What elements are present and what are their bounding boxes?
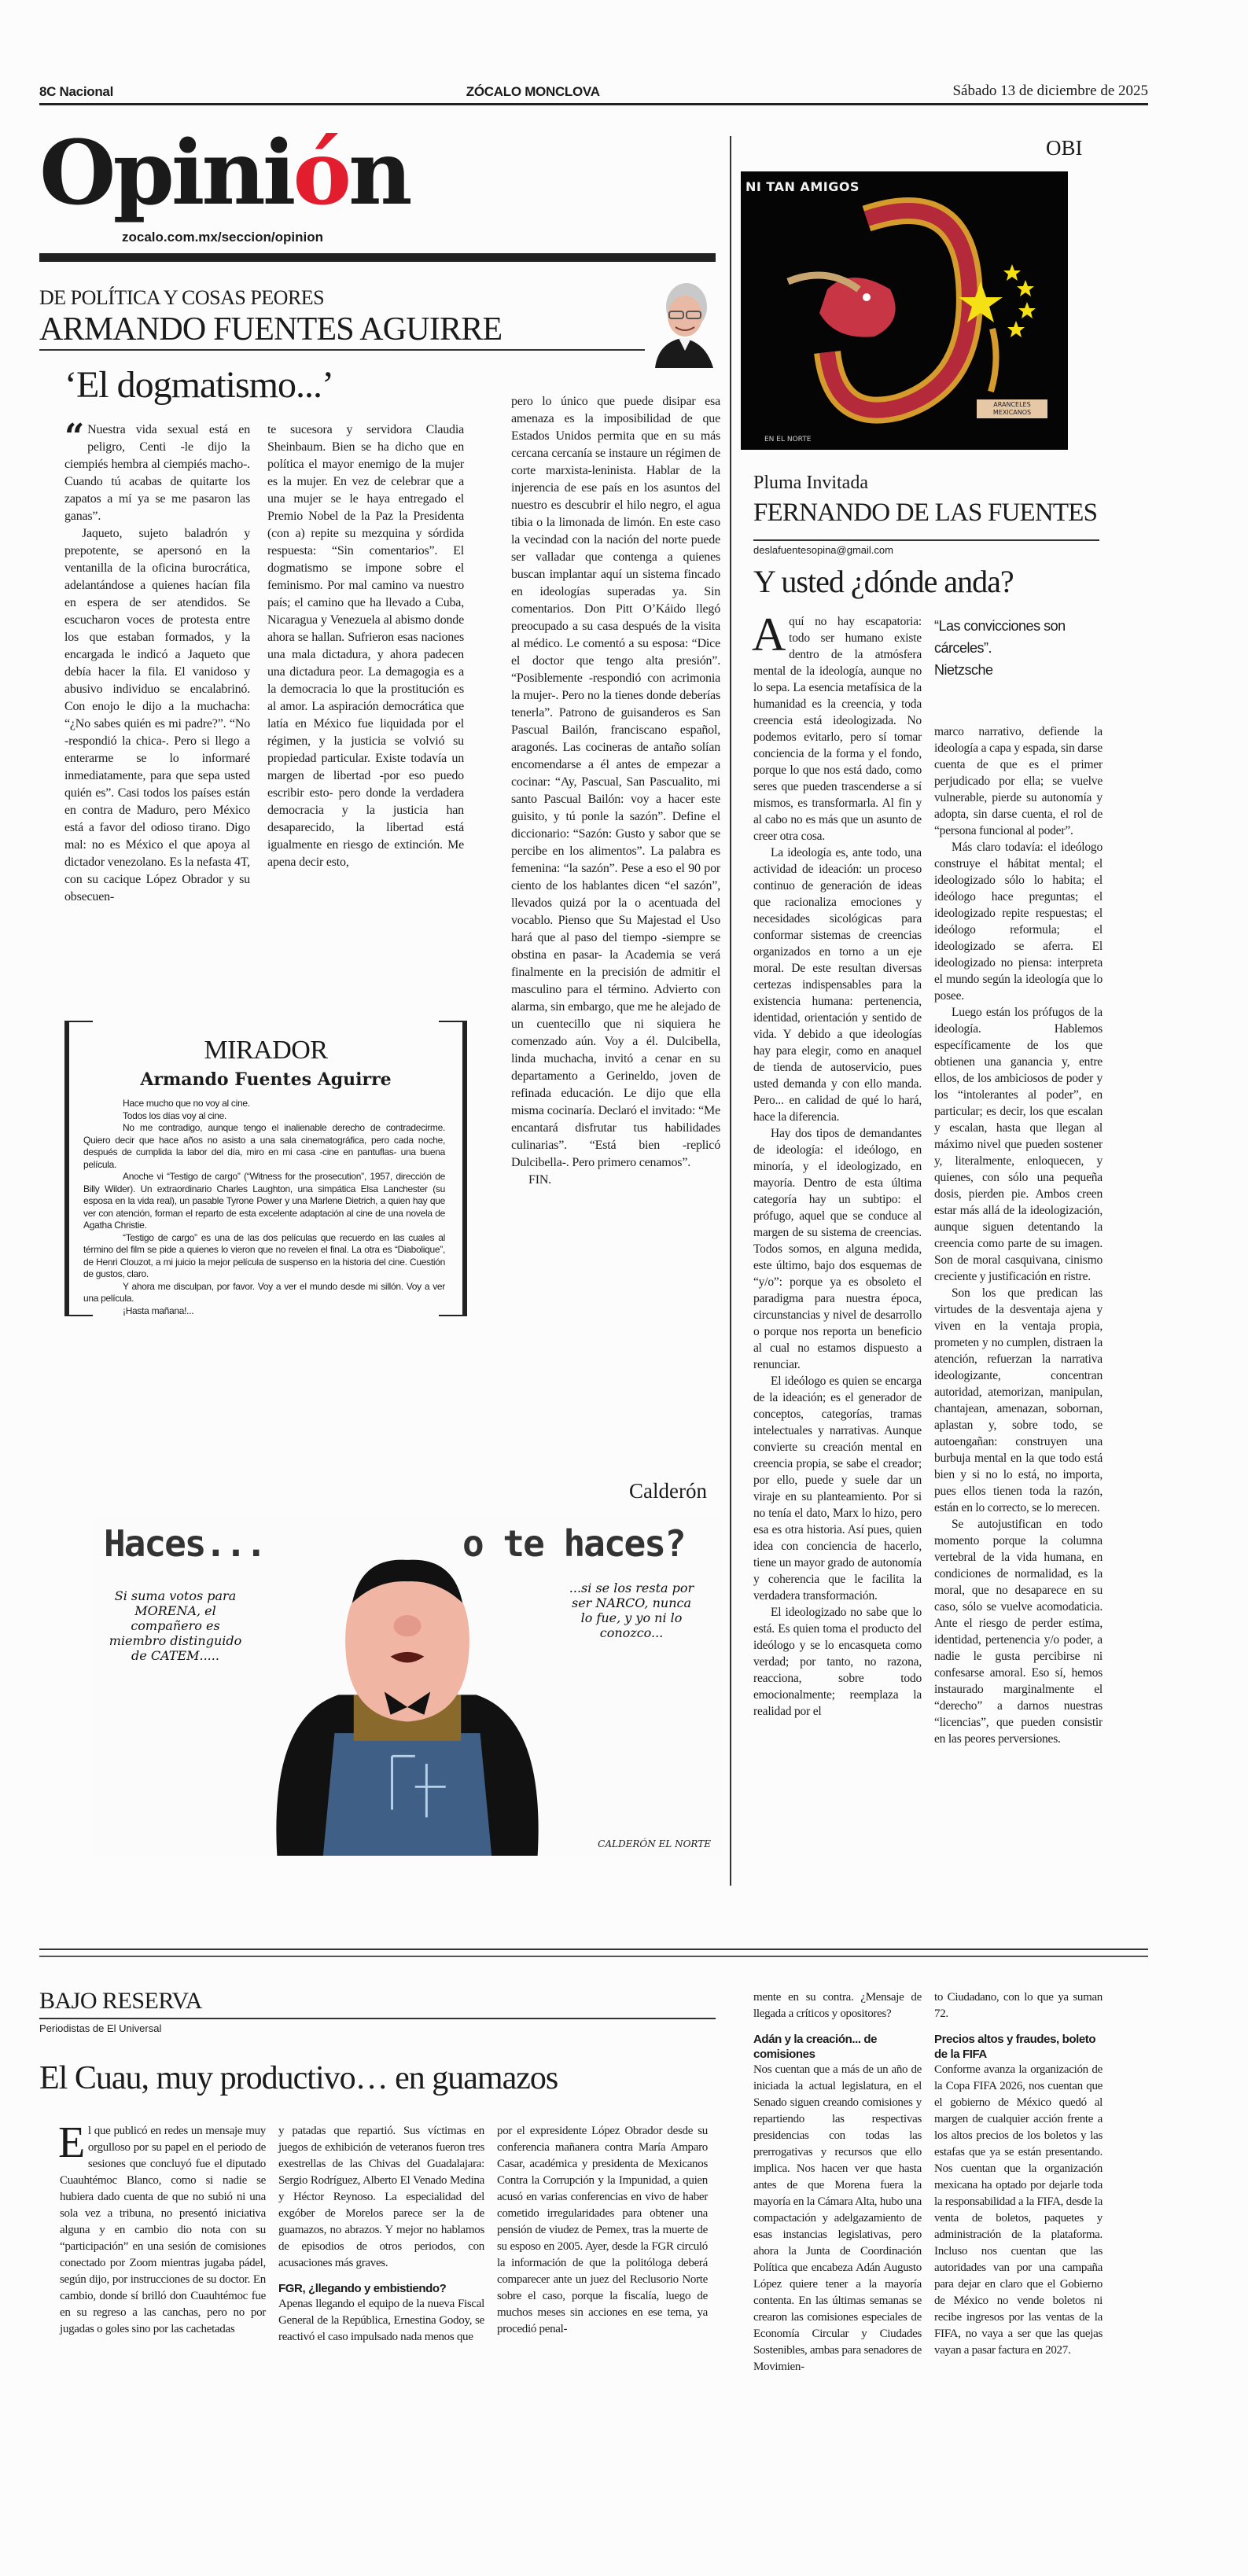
cartoon-credit-obi: OBI (1046, 136, 1083, 160)
cartoon-calderon[interactable] (93, 1518, 722, 1856)
opinion-logo (39, 122, 410, 225)
paragraph-text: Nuestra vida sexual está en peligro, Centi -le dijo la ciempiés hembra al ciempiés macho-. Cuando tú acabas de quitarte los zapatos a mí ya se me pasaron las ganas”. (64, 423, 250, 523)
article-headline: ‘El dogmatismo...’ (64, 364, 333, 406)
bajo-column-b (278, 2123, 484, 2346)
bajo-column-e (934, 1989, 1103, 2359)
column-author: FERNANDO DE LAS FUENTES (753, 499, 1098, 527)
mirador-paragraph: Y ahora me disculpan, por favor. Voy a ver el mundo desde mi sillón. Voy a ver una película. (83, 1280, 445, 1304)
article-paragraph: te sucesora y servidora Claudia Sheinbaum. Bien se ha dicho que en política el mayor enemigo de la mujer es la mujer. En vez de celebrar que a una mujer se le haya entregado el Premio Nobel de la Paz la Presidenta (con a) repite su mezquina y sórdida respuesta: “Sin comentarios”. El dogmatismo se impone sobre el feminismo. Por mal camino va nuestro país; el camino que ha llevado a Cuba, Nicaragua y Venezuela al abismo donde ahora se hallan. Sufrieron esas naciones una mala dictadura, y ahora padecen una dictadura peor. La demagogia es a la democracia lo que la prostitución es al amor. La aspiración democrática que latía en México fue liquidada por el régimen, y la justicia se volvió su propiedad particular. Existe todavía un margen de libertad -por eso puedo escribir esto- pero donde la verdadera democracia y la justicia han desaparecido, la libertad está igualmente en riesgo de extinción. Me apena decir esto, (267, 423, 464, 869)
logo-word-main: Opini (39, 122, 293, 225)
article-paragraph: Hay dos tipos de demandantes de ideología: el ideólogo, en minoría, y el ideologizado, en mayoría. Dentro de esta última categoría hay un subtipo: el prófugo, aquel que se conduce al margen de su sistema de creencias. Todos somos, en alguna medida, este último, bajo dos esquemas de “y/o”: porque ya es obsoleto el paradigma para nuestra época, circunstancias y nivel de desarrollo o porque nos reporta un beneficio al cual no estamos dispuesto a renunciar. (753, 1127, 922, 1371)
cartoon-bubble-right: ...si se los resta por ser NARCO, nunca lo fue, y yo ni lo conozco... (569, 1581, 694, 1640)
cartoon-figure-icon (258, 1557, 557, 1856)
section-separator (39, 1956, 1148, 1957)
mirador-paragraph: Anoche vi “Testigo de cargo” (“Witness for the prosecution”, 1957, dirección de Billy Wilder). Un extraordinario Charles Laughton, una simpática Elsa Lanchester (su esposa en la vida real), un pasable Tyrone Power y una Marlene Dietrich, a quien hay que ver con atención, forman el reparto de esta excelente adaptación al cine de una novela de Agatha Christie. (83, 1171, 445, 1231)
mirador-paragraph: Hace mucho que no voy al cine. (123, 1098, 250, 1109)
cartoon-book-label: ARANCELES MEXICANOS (977, 399, 1047, 418)
article-headline: Y usted ¿dónde anda? (753, 564, 1014, 599)
cartoon-title-left: Haces... (104, 1522, 266, 1565)
issue-date: Sábado 13 de diciembre de 2025 (952, 83, 1148, 99)
mirador-box (64, 1021, 467, 1316)
author-email-link[interactable]: deslafuentesopina@gmail.com (753, 544, 893, 556)
drop-cap: E (58, 2118, 85, 2167)
logo-word-end: n (348, 122, 410, 225)
column-author: ARMANDO FUENTES AGUIRRE (39, 311, 503, 348)
paragraph-text: quí no hay escapatoria: todo ser humano existe dentro de la atmósfera mental de la ideología, aunque no lo sepa. La esencia metafísica de la humanidad es la creencia, y toda creencia está ideologizada. No podemos evitarlo, pero sí tomar conciencia de la forma y el fondo, porque lo que nos está dado, como seres que pueden trascenderse a sí mismos, es transformarla. Al fin y al cabo no es más que un asunto de creer otra cosa. (753, 615, 922, 843)
article-paragraph: pero lo único que puede disipar esa amenaza es la imposibilidad de que Estados Unidos permita que en su más cercana cercanía se instaure un régimen de corte marxista-leninista. Hablar de la injerencia de ese país en los asuntos del nuestro es descubrir el hilo negro, el agua tibia o la limonada de limón. En este caso la vecindad con la nación del norte puede ser valladar que contenga a quienes buscan implantar aquí un sistema fincado en ideologías superadas ya. Sin comentarios. Don Pitt O’Káido llegó preocupado a su casa después de la visita al médico. Le comentó a su esposa: “Dice el doctor que tengo alta presión”. “Posiblemente -respondió con acrimonia la mujer-. Pero no la tienes donde deberías tenerla”. Patrono de guisanderos es San Pascual Bailón, franciscano español, aragonés. Las cocineras de antaño solían encomendarse a él antes de empezar a cocinar: “Ay, Pascual, San Pascualito, mi santo Pascual Bailón: voy a hacer este guisito, y tú ponle la sazón”. Define el diccionario: “Sazón: Gusto y sabor que se percibe en los alimentos”. La palabra es femenina: “la sazón”. Pese a eso el 90 por ciento de los hablantes dicen “el sazón”, llevados quizá por la o acentuada del vocablo. Pienso que Su Majestad el Uso hará que al paso del tiempo -siempre se obstina en pasar- la Academia se verá finalmente en la precisión de admitir el masculino para el término. Advierto con alarma, sin embargo, que me he alejado de un cuentecillo que ni siquiera he comenzado aún. Voy a él. Dulcibella, linda muchacha, invitó a cenar en su departamento a Gerineldo, joven de refinada educación. Le dijo que ella misma cocinaría. Declaró el invitado: “Me encantará disfrutar tus habilidades culinarias”. “Está bien -replicó Dulcibella-. Pero primero cenamos”. (511, 395, 720, 1169)
article-end-mark: FIN. (528, 1173, 551, 1187)
bajo-subhead: Precios altos y fraudes, boleto de la FIFA (934, 2033, 1096, 2061)
paragraph-text: y patadas que repartió. Sus víctimas en juegos de exhibición de veteranos fueron tres exestrellas de las Chivas del Guadalajara: Sergio Rodríguez, Alberto El Venado Medina y Héctor Reynoso. La especialidad del exgóber de Morelos parece ser la de guamazos, no abrazos. Y mejor no hablamos de episodios de otros periodos, con acusaciones más graves. (278, 2125, 484, 2269)
column-divider (730, 136, 731, 1886)
article-paragraph: Son los que predican las virtudes de la desventaja ajena y viven en la ventaja propia, prometen y no cumplen, distraen la atención, refuerzan la narrativa ideologizante, concentran autoridad, atemorizan, manipulan, chantajean, amenazan, sobornan, aplastan y, sobre todo, se autoengañan: construyen una burbuja mental en la que todo está bien y si no lo está, no importa, pues ellos tienen toda la razón, están en lo correcto, se lo merecen. (934, 1286, 1103, 1514)
section-url[interactable]: zocalo.com.mx/seccion/opinion (122, 230, 323, 245)
open-quote-glyph: “ (64, 417, 85, 457)
author-rule (39, 349, 645, 351)
article-paragraph: El ideólogo es quien se encarga de la ideación; es el generador de conceptos, categorías, tramas intelectuales y narrativas. Aunque convierte su creación mental en creencia propia, se sabe el creador; por ello, puede y suele dar un viraje en su planteamiento. Por si no tenía el dato, Marx lo hizo, pero esa es otra historia. Así pues, quien idea con conciencia de hacerlo, tiene un mayor grado de autonomía y coherencia que le facilita la verdadera transformación. (753, 1374, 922, 1603)
mirador-paragraph: Todos los días voy al cine. (123, 1110, 226, 1121)
bajo-reserva-subtitle: Periodistas de El Universal (39, 2022, 162, 2034)
section-label: 8C Nacional (39, 84, 114, 99)
paragraph-text: mente en su contra. ¿Mensaje de llegada a críticos y opositores? (753, 1991, 922, 2020)
author-portrait-icon (650, 275, 713, 368)
newspaper-name: ZÓCALO MONCLOVA (466, 84, 600, 99)
epigraph-author: Nietzsche (934, 662, 993, 678)
article-paragraph: Luego están los prófugos de la ideología. Hablemos específicamente de los que obtienen una ganancia y, entre ellos, de los ambiciosos de poder y los “intolerantes al poder”, en particular; es decir, los que escalan y escalan, hasta que llegan al máximo nivel que pueden sostener y, literalmente, enloquecen, y quienes, con sólo una pequeña dosis, pierden pie. Ambos creen estar más allá de la ideologización, aunque siguen detentando la creencia como parte de su imagen. Son de moral casquivana, cinismo creciente y justificación en ristre. (934, 1006, 1103, 1283)
author-rule (753, 539, 1099, 541)
mirador-author: Armando Fuentes Aguirre (140, 1069, 392, 1090)
drop-cap: A (752, 609, 786, 661)
mirador-paragraph: “Testigo de cargo” es una de las dos películas que recuerdo en las cuales al término del film se pide a quienes lo vieron que no revelen el final. La otra es “Diabolique”, de Henri Clouzot, a mi juicio la mejor película de suspenso en la historia del cine. Cuestión de gustos, claro. (83, 1231, 445, 1279)
article-paragraph (752, 609, 922, 845)
mirador-paragraph: No me contradigo, aunque tengo el inalienable derecho de contradecirme. Quiero decir que hace años no asisto a una sala cinematográfica, pero cada noche, después de cumplida la labor del día, miro en mi casa -cine en pantuflas- una buena película. (83, 1122, 445, 1170)
article-column-a (752, 609, 922, 1720)
article-paragraph: Jaqueto, sujeto baladrón y prepotente, se apersonó en la ventanilla de la oficina burocrática, adelantándose a quienes hacían fila en espera de ser atendidos. Se escucharon voces de protesta entre los que estaban formados, y la encargada le indicó a Jaqueto que debía hacer la fila. El vanidoso y abusivo individuo se encalabrinó. Con enojo le dijo a la muchacha: “¿No sabes quién es mi padre?”. “No -respondió la chica-. Pero si llego a enterarme se lo informaré inmediatamente, para que sepa usted quién es”. Casi todos los países están en contra de Maduro, pero México está a favor del odioso tirano. Digo mal: no es México el que apoya al dictador venezolano. Es la nefasta 4T, con su cacique López Obrador y su obsecuen- (64, 527, 250, 903)
article-paragraph: Se autojustifican en todo momento porque la columna vertebral de la vida humana, en condiciones de normalidad, es la moral, que no desaparece en su caso, sólo se vuelve acomodaticia. Ante el riesgo de perder estima, identidad, pertenencia y/o poder, a nadie le gusta percibirse ni confesarse amoral. Eso sí, hemos instaurado marginalmente el “derecho” a darnos nuestras “licencias”, que pueden consistir en las peores perversiones. (934, 1518, 1103, 1746)
epigraph-quote: “Las convicciones son cárceles”. (934, 618, 1066, 656)
bajo-column-a (58, 2118, 266, 2338)
mirador-body (83, 1098, 445, 1317)
cartoon-bubble-left: Si suma votos para MORENA, el compañero es miembro distinguido de CATEM..... (109, 1588, 242, 1663)
article-paragraph: La ideología es, ante todo, una actividad de ideación: un proceso continuo de generación de ideas que racionaliza emociones y necesidades sicológicas para conformar sistemas de creencias organizados en torno a un eje moral. De este resultan diversas certezas indispensables para la existencia humana: pertenencia, identidad, orientación y sentido de vida. Y debido a que ideologías hay para elegir, como en anaquel de tienda de autoservicio, pues usted demanda y con ello manda. Pero... en calidad de qué lo hará, hace la diferencia. (753, 846, 922, 1124)
article-column-b (267, 421, 464, 871)
article-paragraph: marco narrativo, defiende la ideología a capa y espada, sin darse cuenta de que es el primer perjudicado por ella; se vuelve vulnerable, pierde su autonomía y adopta, sin darse cuenta, el rol de “persona funcional al poder”. (934, 725, 1103, 837)
mirador-paragraph: ¡Hasta mañana!... (123, 1305, 194, 1316)
logo-wordmark (39, 122, 410, 225)
bajo-reserva-title: BAJO RESERVA (39, 1988, 202, 2014)
cartoon-credit-calderon: Calderón (629, 1479, 707, 1503)
paragraph-text: to Ciudadano, con lo que ya suman 72. (934, 1991, 1103, 2020)
bajo-subhead: FGR, ¿llegando y embistiendo? (278, 2282, 447, 2295)
article-headline: El Cuau, muy productivo… en guamazos (39, 2060, 558, 2096)
bajo-subhead: Adán y la creación... de comisiones (753, 2033, 878, 2061)
column-kicker: Pluma Invitada (753, 473, 868, 493)
cartoon-obi[interactable] (741, 171, 1068, 450)
bajo-reserva-rule (39, 2018, 716, 2019)
paragraph-text: Apenas llegando el equipo de la nueva Fiscal General de la República, Ernestina Godoy, se reactivó el caso impulsado nada menos que (278, 2298, 484, 2343)
paragraph-text: l que publicó en redes un mensaje muy orgulloso por su papel en el periodo de sesiones que concluyó fue el diputado Cuauhtémoc Blanco, como si nadie se hubiera dado cuenta de que no subió ni una sola vez a tribuna, no presentó iniciativa alguna y en cambio dio nota con su “participación” en una sesión de comisiones conectado por Zoom mientras jugaba pádel, según dijo, por instrucciones de su doctor. En cambio, donde sí brilló don Cuauhtémoc fue en su regreso a las canchas, pero no por jugadas o goles sino por las cachetadas (60, 2125, 266, 2335)
mirador-title: MIRADOR (204, 1036, 328, 1065)
page-folio (39, 75, 1148, 105)
article-paragraph (64, 417, 250, 525)
section-separator (39, 1949, 1148, 1950)
logo-word-accent: ó (293, 122, 349, 225)
logo-rule (39, 253, 716, 262)
article-column-b (934, 723, 1103, 1747)
paragraph-text: por el expresidente López Obrador desde su conferencia mañanera contra María Amparo Casar, académica y presidenta de Mexicanos Contra la Corrupción y la Impunidad, a quien acusó en varias conferencias en vivo de haber cometido irregularidades para obtener una pensión de viudez de Pemex, tras la muerte de su esposo en 2005. Ayer, desde la FGR circuló la información de que la politóloga deberá comparecer ante un juez del Reclusorio Norte sobre el caso, porque la fiscalía, luego de muchos meses sin acciones en ese tema, ya procedió penal- (497, 2125, 708, 2335)
cartoon-signature: CALDERÓN EL NORTE (598, 1838, 711, 1849)
bajo-column-d (753, 1989, 922, 2375)
article-column-a (64, 417, 250, 906)
cartoon-title-right: o te haces? (462, 1522, 685, 1565)
paragraph-text: Conforme avanza la organización de la Copa FIFA 2026, nos cuentan que el gobierno de México quedó al margen de cualquier acción frente a los altos precios de los boletos y las estafas que ya se están presentando. Nos cuentan que la organización mexicana ha optado por dejarle toda la responsabilidad a la FIFA, desde la venta de boletos, paquetes y administración de la plataforma. Incluso nos cuentan que las autoridades van por una campaña para dejar en claro que el Gobierno de México no vende boletos ni recibe ingresos por las ventas de la FIFA, no vaya a ser que las quejas vayan a pasar factura en 2027. (934, 2063, 1103, 2357)
column-kicker: DE POLÍTICA Y COSAS PEORES (39, 286, 325, 309)
epigraph (934, 615, 1099, 681)
bajo-column-c (497, 2123, 708, 2338)
article-column-c (511, 393, 720, 1189)
paragraph-text: Nos cuentan que a más de un año de iniciada la actual legislatura, en el Senado siguen creando comisiones y repartiendo las respectivas presidencias con todas las prerrogativas y recursos que ello implica. Nos hacen ver que hasta antes de que Morena fuera la mayoría en la Cámara Alta, hubo una compactación y adelgazamiento de esas instancias legislativas, pero ahora la Junta de Coordinación Política que encabeza Adán Augusto López quiere tener a la mayoría contenta. En las últimas semanas se crearon las comisiones especiales de Economía Circular y Ciudades Sostenibles, ambas para senadores de Movimien- (753, 2063, 922, 2373)
cartoon-signature: EN EL NORTE (764, 436, 812, 443)
cartoon-title: NI TAN AMIGOS (745, 179, 860, 194)
article-paragraph: Más claro todavía: el ideólogo construye el hábitat mental; el ideologizado sólo lo habita; el ideólogo hace preguntas; el ideologizado repite respuestas; el ideólogo reformula; el ideologizado se aferra. El ideologizado no piensa: interpreta el mundo según la ideología que lo posee. (934, 841, 1103, 1003)
article-paragraph: El ideologizado no sabe que lo está. Es quien toma el producto del ideólogo y se lo encasqueta como verdad; por tanto, no razona, reacciona, sobre todo emocionalmente; reemplaza la realidad por el (753, 1606, 922, 1718)
